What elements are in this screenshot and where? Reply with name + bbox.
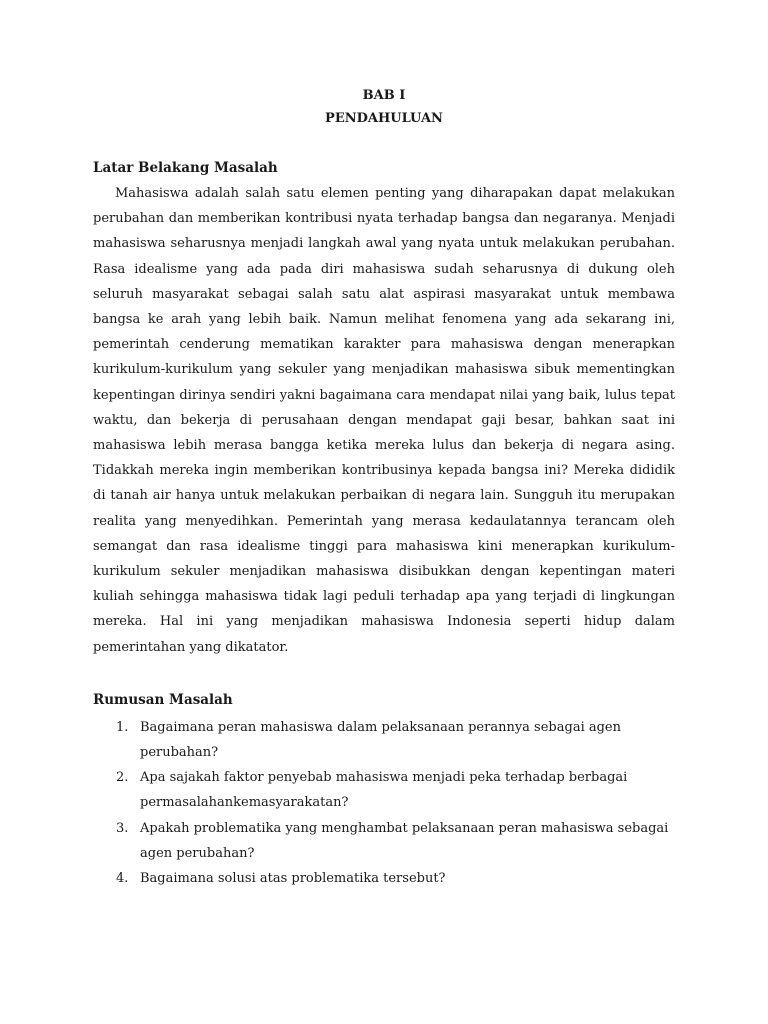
list-item-text: Apakah problematika yang menghambat pelaksanaan peran mahasiswa sebagai agen perubahan?: [140, 820, 669, 861]
list-item-text: Bagaimana peran mahasiswa dalam pelaksanaan perannya sebagai agen perubahan?: [140, 719, 621, 761]
list-item-text: Bagaimana solusi atas problematika tersebut?: [140, 871, 446, 887]
list-item-number: 2.: [116, 770, 129, 786]
background-paragraph: Mahasiswa adalah salah satu elemen penting yang diharapakan dapat melakukan perubahan dan memberikan kontribusi nyata terhadap bangsa dan negaranya. Menjadi mahasiswa seharusnya menjadi langkah awal yang nyata untuk melakukan perubahan. Rasa idealisme yang ada pada diri mahasiswa sudah seharusnya di dukung oleh seluruh masyarakat sebagai salah satu alat aspirasi masyarakat untuk membawa bangsa ke arah yang lebih baik. Namun melihat fenomena yang ada sekarang ini, pemerintah cenderung mematikan karakter para mahasiswa dengan menerapkan kurikulum-kurikulum yang sekuler yang menjadikan mahasiswa sibuk mementingkan kepentingan dirinya sendiri yakni bagaimana cara mendapat nilai yang baik, lulus tepat waktu, dan bekerja di perusahaan dengan mendapat gaji besar, bahkan saat ini mahasiswa lebih merasa bangga ketika mereka lulus dan bekerja di negara asing. Tidakkah mereka ingin memberikan kontribusinya kepada bangsa ini? Mereka dididik di tanah air hanya untuk melakukan perbaikan di negara lain. Sungguh itu merupakan realita yang menyedihkan. Pemerintah yang merasa kedaulatannya terancam oleh semangat dan rasa idealisme tinggi para mahasiswa kini menerapkan kurikulum-kurikulum sekuler menjadikan mahasiswa disibukkan dengan kepentingan materi kuliah sehingga mahasiswa tidak lagi peduli terhadap apa yang terjadi di lingkungan mereka. Hal ini yang menjadikan mahasiswa Indonesia seperti hidup dalam pemerintahan yang dikatator.: [93, 186, 675, 655]
list-item-number: 1.: [116, 719, 129, 735]
chapter-title: BAB I: [362, 88, 406, 103]
list-item: [93, 765, 675, 815]
problem-list: [93, 715, 675, 891]
list-item: [93, 816, 675, 866]
list-item-text: Apa sajakah faktor penyebab mahasiswa menjadi peka terhadap berbagai permasalahankemasyarakatan?: [140, 770, 628, 811]
chapter-subtitle: PENDAHULUAN: [325, 111, 443, 126]
document-page: [93, 86, 675, 891]
list-item-number: 3.: [116, 820, 129, 836]
background-heading: Latar Belakang Masalah: [93, 160, 278, 176]
list-item: [93, 715, 675, 765]
list-item-number: 4.: [116, 871, 129, 887]
list-item: [93, 866, 675, 891]
problem-statement-heading: Rumusan Masalah: [93, 691, 233, 708]
